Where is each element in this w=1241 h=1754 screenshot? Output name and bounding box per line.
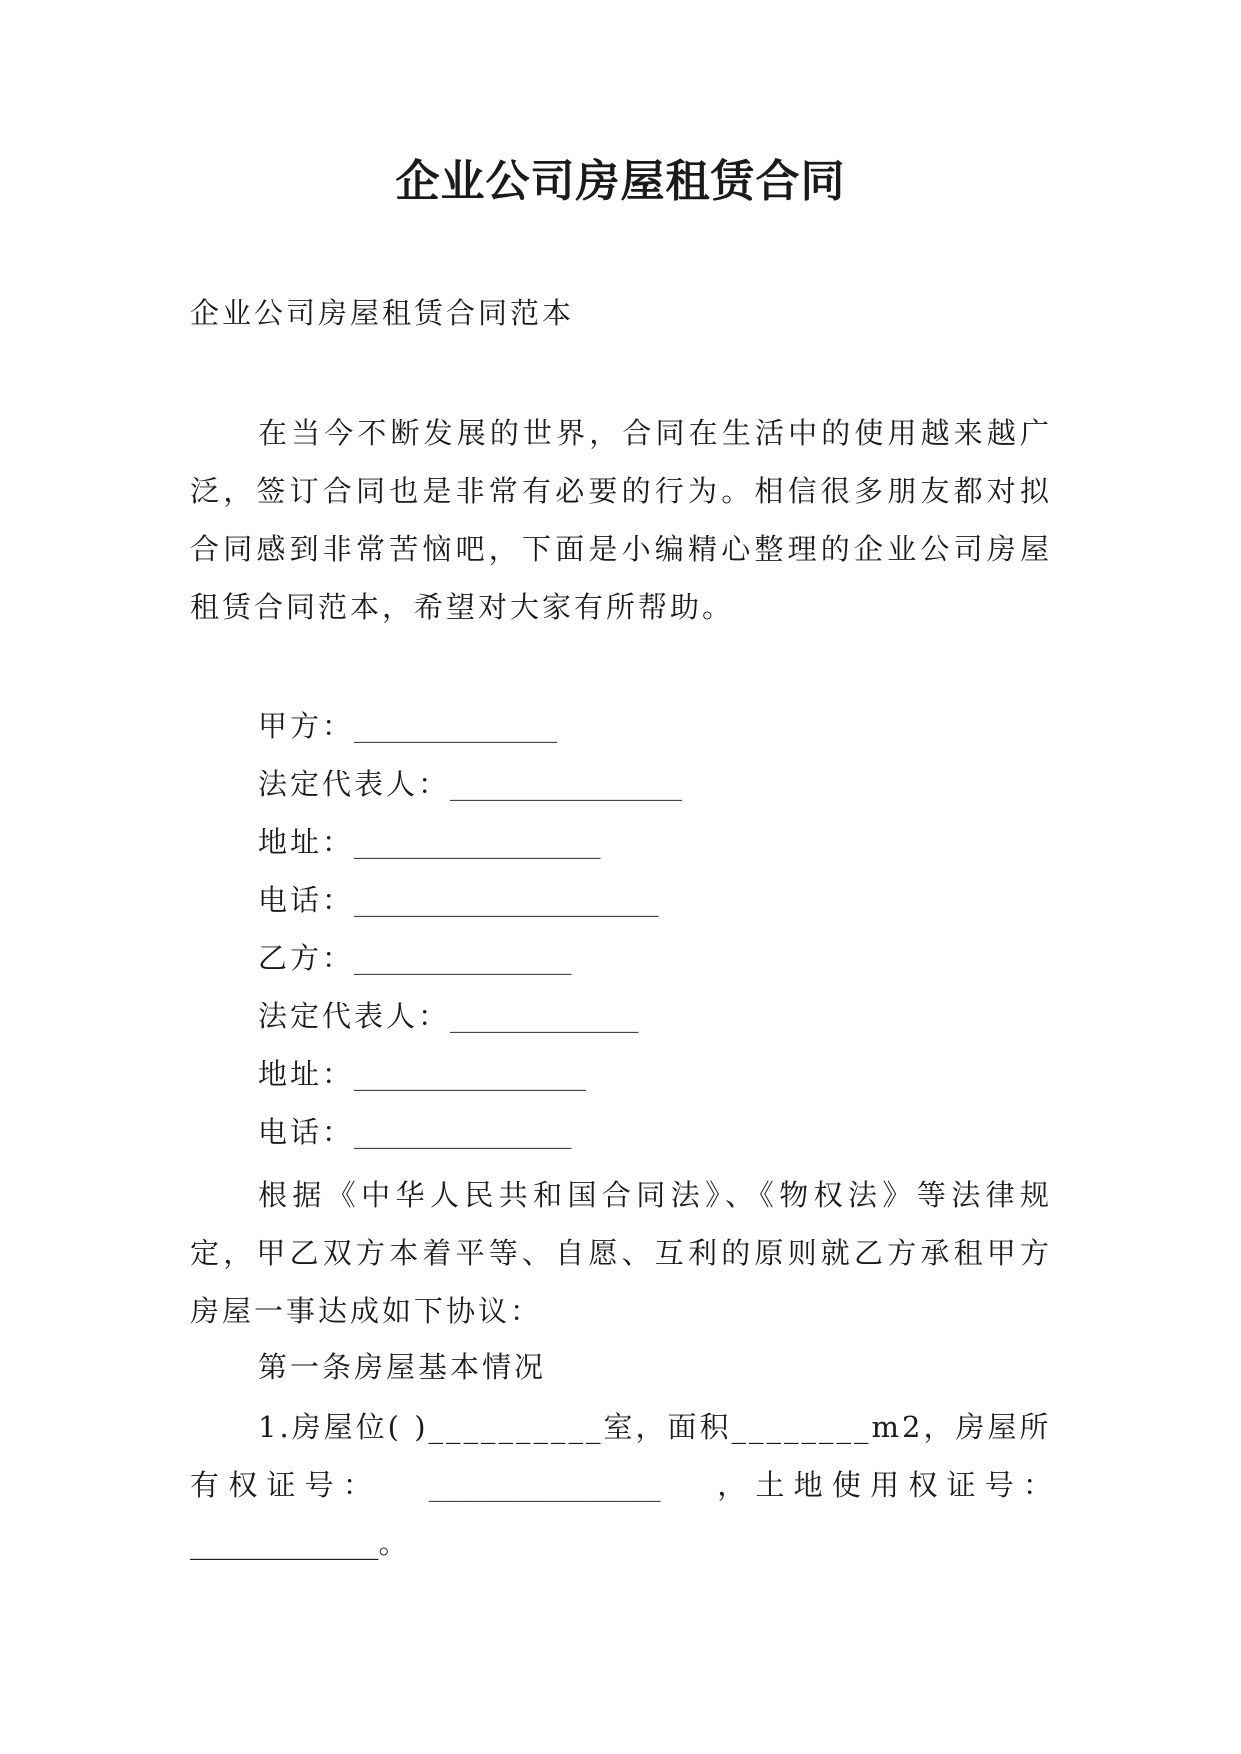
party-b-label: 乙方： <box>258 941 355 975</box>
party-b-address-row <box>258 1045 682 1103</box>
party-b-address-label: 地址： <box>258 1057 355 1091</box>
party-a-row <box>258 697 682 755</box>
item-1-line-2 <box>190 1456 1052 1514</box>
party-a-field[interactable]: ______________ <box>354 709 558 743</box>
parties-list <box>258 697 682 1161</box>
party-b-legal-rep-row <box>258 987 682 1045</box>
party-a-phone-row <box>258 871 682 929</box>
article-1-item-1 <box>190 1398 1052 1572</box>
intro-paragraph: 在当今不断发展的世界，合同在生活中的使用越来越广泛，签订合同也是非常有必要的行为。相信很多朋友都对拟合同感到非常苦恼吧，下面是小编精心整理的企业公司房屋租赁合同范本，希望对大家有所帮助。 <box>190 416 1052 624</box>
party-b-phone-row <box>258 1103 682 1161</box>
document-subtitle: 企业公司房屋租赁合同范本 <box>190 296 575 330</box>
party-a-phone-field[interactable]: _____________________ <box>354 883 659 917</box>
party-a-address-field[interactable]: _________________ <box>354 825 601 859</box>
item-1-line-1: 1.房屋位( )__________室，面积________m2，房屋所 <box>258 1410 1052 1444</box>
document-title: 企业公司房屋租赁合同 <box>395 156 846 207</box>
party-a-legal-rep-field[interactable]: ________________ <box>450 767 683 801</box>
land-use-cert-label: ， 土 地 使 用 权 证 号 ： <box>717 1468 1052 1502</box>
party-b-legal-rep-field[interactable]: _____________ <box>450 999 639 1033</box>
party-a-phone-label: 电话： <box>258 883 355 917</box>
party-b-phone-label: 电话： <box>258 1115 355 1149</box>
land-use-cert-field[interactable]: _____________。 <box>190 1526 408 1560</box>
party-a-legal-rep-row <box>258 755 682 813</box>
party-a-label: 甲方： <box>258 709 355 743</box>
party-a-address-label: 地址： <box>258 825 355 859</box>
ownership-cert-label: 有 权 证 号 ： <box>190 1468 372 1502</box>
party-b-row <box>258 929 682 987</box>
article-1-heading: 第一条房屋基本情况 <box>258 1350 547 1384</box>
party-b-phone-field[interactable]: _______________ <box>354 1115 572 1149</box>
party-a-legal-rep-label: 法定代表人： <box>258 767 451 801</box>
legal-basis-paragraph: 根据《中华人民共和国合同法》、《物权法》等法律规定，甲乙双方本着平等、自愿、互利的原则就乙方承租甲方房屋一事达成如下协议： <box>190 1178 1052 1328</box>
party-b-address-field[interactable]: ________________ <box>354 1057 587 1091</box>
party-b-legal-rep-label: 法定代表人： <box>258 999 451 1033</box>
party-b-field[interactable]: _______________ <box>354 941 572 975</box>
party-a-address-row <box>258 813 682 871</box>
ownership-cert-field[interactable]: ________________ <box>428 1468 661 1502</box>
